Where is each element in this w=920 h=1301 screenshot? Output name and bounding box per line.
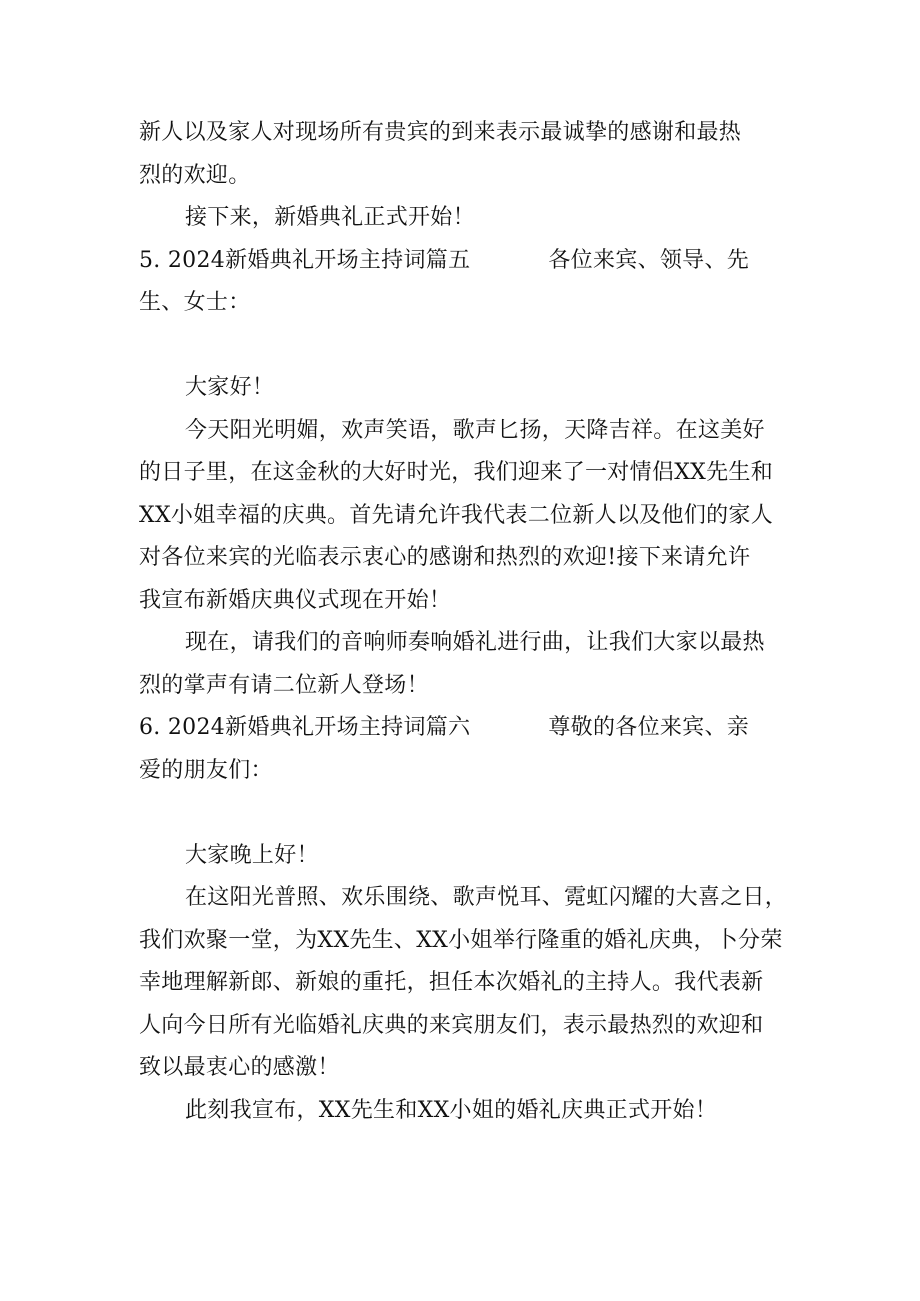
intro-start-announcement: 接下来，新婚典礼正式开始！	[185, 205, 475, 230]
intro-paragraph-line-2: 烈的欢迎。	[139, 162, 251, 188]
document-page	[139, 112, 789, 1132]
section-6-paragraph-1-line-2: 我们欢聚一堂，为XX先生、XX小姐举行隆重的婚礼庆典，卜分荣	[139, 927, 783, 953]
section-5-paragraph-1-line-5: 我宣布新婚庆典仪式现在开始！	[139, 587, 452, 613]
blank-line	[139, 325, 789, 368]
section-6-greeting: 大家晚上好！	[185, 842, 319, 868]
section-5-paragraph-2-line-1: 现在，请我们的音响师奏响婚礼进行曲，让我们大家以最热	[185, 630, 765, 655]
section-5-paragraph-1-line-1: 今天阳光明媚，欢声笑语，歌声匕扬，天降吉祥。在这美好	[185, 417, 765, 443]
section-6-paragraph-1-line-4: 人向今日所有光临婚礼庆典的来宾朋友们，表示最热烈的欢迎和	[139, 1012, 764, 1038]
section-5-paragraph-1-line-4: 对各位来宾的光临表示衷心的感谢和热烈的欢迎!接下来请允许	[139, 545, 751, 570]
section-5-heading-line	[139, 240, 789, 283]
section-6-salutation-continued: 爱的朋友们：	[139, 757, 273, 783]
section-6-salutation: 尊敬的各位来宾、亲	[548, 715, 750, 740]
section-6-heading-line	[139, 707, 789, 750]
section-5-heading: 5. 2024新婚典礼开场主持词篇五	[139, 247, 471, 273]
section-5-paragraph-2-line-2: 烈的掌声有请二位新人登场！	[139, 672, 429, 698]
section-6-paragraph-1-line-1: 在这阳光普照、欢乐围绕、歌声悦耳、霓虹闪耀的大喜之日，	[185, 885, 788, 910]
section-5-salutation: 各位来宾、领导、先	[548, 247, 750, 273]
section-6-heading: 6. 2024新婚典礼开场主持词篇六	[139, 715, 471, 740]
intro-paragraph-line-1: 新人以及家人对现场所有贵宾的到来表示最诚挚的感谢和最热	[139, 120, 742, 145]
section-5-paragraph-1-line-3: XX小姐幸福的庆典。首先请允许我代表二位新人以及他们的家人	[139, 502, 774, 528]
section-5-paragraph-1-line-2: 的日子里，在这金秋的大好时光，我们迎来了一对情侣XX先生和	[139, 460, 774, 485]
section-6-start-announcement: 此刻我宣布，XX先生和XX小姐的婚礼庆典正式开始！	[185, 1097, 718, 1123]
section-5-salutation-continued: 生、女士：	[139, 290, 251, 315]
blank-line	[139, 792, 789, 835]
section-5-greeting: 大家好！	[185, 375, 275, 400]
section-6-paragraph-1-line-5: 致以最衷心的感激！	[139, 1055, 340, 1080]
section-6-paragraph-1-line-3: 幸地理解新郎、新娘的重托，担任本次婚礼的主持人。我代表新	[139, 970, 764, 995]
